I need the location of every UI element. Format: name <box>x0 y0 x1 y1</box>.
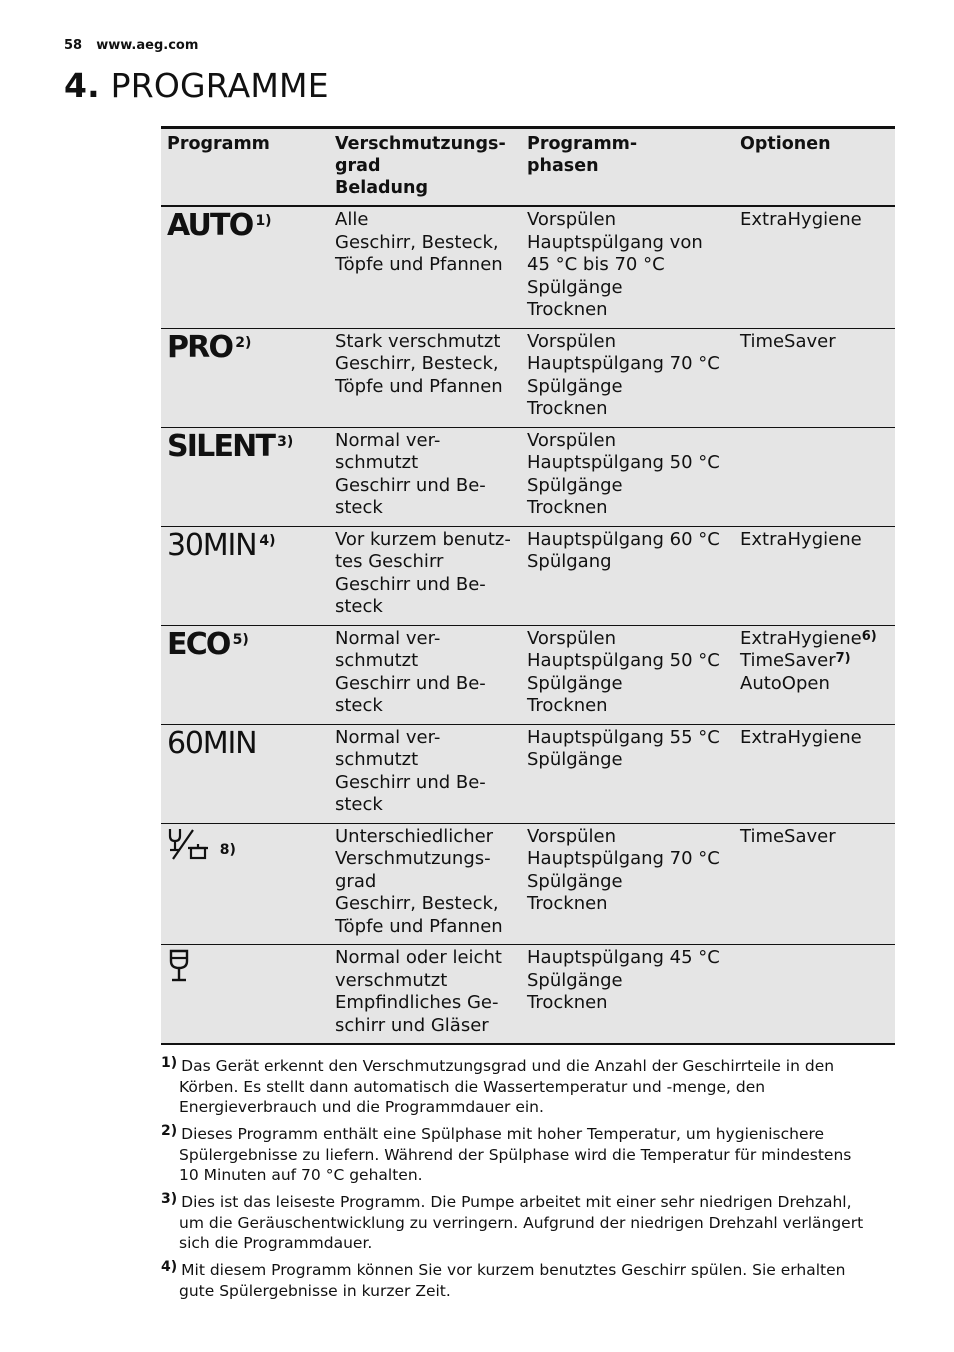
phases-cell: Vorspülen Hauptspülgang 50 °C Spülgänge Trocknen <box>527 429 720 518</box>
table-row <box>161 823 895 945</box>
soil-cell: Normal oder leicht verschmutzt Empfindliches Ge- schirr und Gläser <box>335 947 502 1036</box>
footnote-mark: 2) <box>161 1123 178 1139</box>
program-name: AUTO <box>167 208 253 243</box>
program-name: 30MIN <box>167 527 257 563</box>
options-cell: ExtraHygiene <box>740 528 862 550</box>
footnote-ref: 7) <box>835 651 851 666</box>
header-soil-level: Verschmutzungs- grad Beladung <box>329 128 521 207</box>
table-header-row <box>161 128 895 207</box>
options-cell: ExtraHygiene$^{6)}$ TimeSaver$^{7)}$ AutoOpen <box>740 627 877 694</box>
phases-cell: Vorspülen Hauptspülgang von 45 °C bis 70 °C Spülgänge Trocknen <box>527 209 703 320</box>
options-cell <box>734 427 895 526</box>
header-options: Optionen <box>734 128 895 207</box>
chapter-name: PROGRAMME <box>110 66 329 105</box>
footnote-mark: 4) <box>161 1259 178 1275</box>
chapter-number: 4. <box>64 66 100 105</box>
program-name-cell <box>161 724 329 823</box>
footnote-mark: 1) <box>161 1055 178 1071</box>
glass-pot-icon <box>167 826 217 847</box>
program-name-cell <box>161 526 329 625</box>
phases-cell: Hauptspülgang 45 °C Spülgänge Trocknen <box>527 947 720 1013</box>
programme-table <box>161 126 895 1045</box>
website-url: www.aeg.com <box>96 38 199 53</box>
soil-cell: Alle Geschirr, Besteck, Töpfe und Pfannen <box>335 209 503 275</box>
soil-cell: Normal ver- schmutzt Geschirr und Be- steck <box>335 627 486 716</box>
program-name: ECO <box>167 626 230 662</box>
footnote: 4) Mit diesem Programm können Sie vor kurzem benutztes Geschirr spülen. Sie erhalten gute Spülergebnisse in kurzer Zeit. <box>161 1259 846 1300</box>
footnote-ref: 1) <box>255 213 272 229</box>
table-row <box>161 724 895 823</box>
footnote: 1) Das Gerät erkennt den Verschmutzungsgrad und die Anzahl der Geschirrteile in den Körben. Es stellt dann automatisch die Wassertemperatur und -menge, den Energieverbrauch und die Programmdauer ein. <box>161 1055 835 1116</box>
page-number: 58 <box>64 38 83 53</box>
options-cell: ExtraHygiene <box>740 209 862 230</box>
program-name: PRO <box>167 329 233 365</box>
table-row <box>161 625 895 724</box>
soil-cell: Normal ver- schmutzt Geschirr und Be- steck <box>335 726 486 815</box>
table-row <box>161 206 895 328</box>
soil-cell: Unterschiedlicher Verschmutzungs- grad Geschirr, Besteck, Töpfe und Pfannen <box>335 825 503 937</box>
options-cell <box>734 945 895 1045</box>
page-header <box>64 38 198 53</box>
footnote-ref: 4) <box>259 532 276 549</box>
header-phases: Programm- phasen <box>521 128 734 207</box>
program-name: SILENT <box>167 428 275 464</box>
footnote-ref: 2) <box>235 334 252 351</box>
footnote-mark: 3) <box>161 1191 178 1207</box>
table-row <box>161 427 895 526</box>
phases-cell: Vorspülen Hauptspülgang 70 °C Spülgänge Trocknen <box>527 825 720 914</box>
footnote-ref: 8) <box>219 841 236 858</box>
program-name-cell <box>161 206 329 328</box>
table-row <box>161 945 895 1045</box>
footnotes <box>161 1056 895 1308</box>
phases-cell: Hauptspülgang 55 °C Spülgänge <box>527 726 720 770</box>
footnote: 3) Dies ist das leiseste Programm. Die Pumpe arbeitet mit einer sehr niedrigen Drehzahl, um die Geräuschentwicklung zu verringern. Aufgrund der niedrigen Drehzahl verlängert sich die Programmdauer. <box>161 1191 864 1252</box>
footnote-ref: 3) <box>277 433 294 450</box>
soil-cell: Vor kurzem benutz- tes Geschirr Geschirr und Be- steck <box>335 528 511 617</box>
program-name-cell <box>161 625 329 724</box>
chapter-title <box>64 66 329 105</box>
soil-cell: Stark verschmutzt Geschirr, Besteck, Töpfe und Pfannen <box>335 330 503 397</box>
program-name-cell <box>161 427 329 526</box>
phases-cell: Vorspülen Hauptspülgang 70 °C Spülgänge Trocknen <box>527 330 720 419</box>
program-name: 60MIN <box>167 725 257 761</box>
phases-cell: Vorspülen Hauptspülgang 50 °C Spülgänge Trocknen <box>527 627 720 716</box>
phases-cell: Hauptspülgang 60 °C Spülgang <box>527 528 720 572</box>
table-row <box>161 526 895 625</box>
footnote-ref: 5) <box>232 631 249 648</box>
wine-glass-icon <box>167 947 193 968</box>
options-cell: ExtraHygiene <box>740 726 862 748</box>
program-name-cell <box>161 328 329 427</box>
program-name-cell <box>161 823 329 945</box>
options-cell: TimeSaver <box>740 330 836 352</box>
header-programm: Programm <box>161 128 329 207</box>
footnote: 2) Dieses Programm enthält eine Spülphase mit hoher Temperatur, um hygienischere Spülergebnisse zu liefern. Während der Spülphase wird die Temperatur für mindestens 10 Minuten auf 70 °C gehalten. <box>161 1123 852 1184</box>
soil-cell: Normal ver- schmutzt Geschirr und Be- steck <box>335 429 486 518</box>
options-cell: TimeSaver <box>740 825 836 847</box>
program-name-cell <box>161 945 329 1045</box>
footnote-ref: 6) <box>861 628 877 644</box>
table-row <box>161 328 895 427</box>
